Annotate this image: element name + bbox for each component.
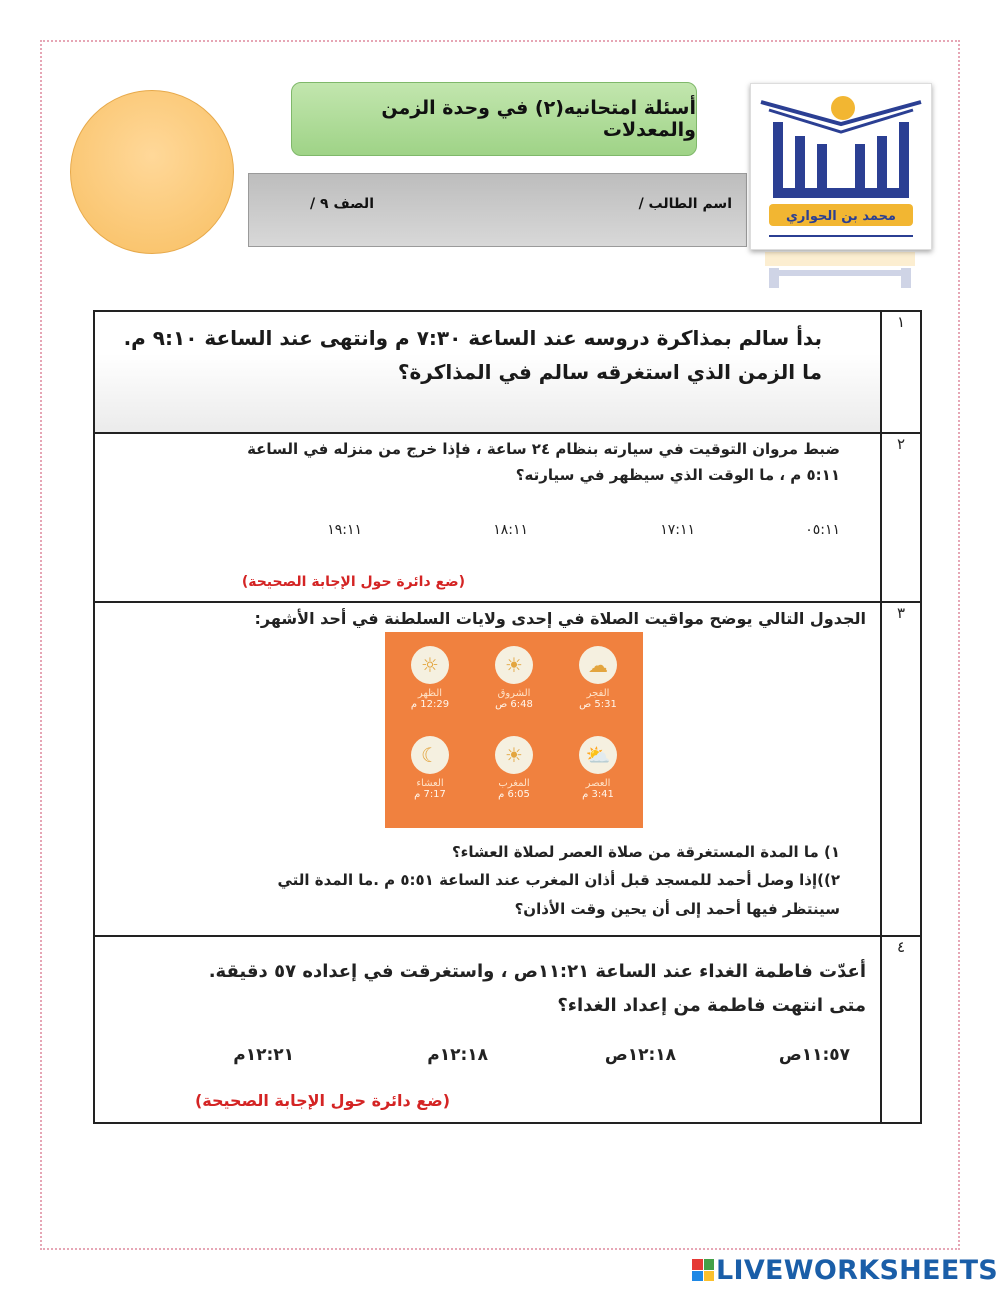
question-number: ١ (881, 311, 921, 433)
prayer-cell: ☾ العشاء 7:17 م (395, 736, 465, 800)
question-4-line-1: أعدّت فاطمة الغداء عند الساعة ١١:٢١ص ، واستغرقت في إعداده ٥٧ دقيقة. (208, 961, 866, 982)
question-number: ٣ (881, 602, 921, 936)
moon-cloud-icon: ☁ (579, 646, 617, 684)
prayer-cell: ⛅ العصر 3:41 م (563, 736, 633, 800)
sub-question-2-line-2: سينتظر فيها أحمد إلى أن يحين وقت الأذان؟ (514, 900, 840, 918)
question-row-2 (94, 433, 921, 602)
question-row-4 (94, 936, 921, 1123)
sun-icon: ☼ (411, 646, 449, 684)
question-1-line-1: بدأ سالم بمذاكرة دروسه عند الساعة ٧:٣٠ م وانتهى عند الساعة ٩:١٠ م. (123, 326, 822, 350)
question-2-line-1: ضبط مروان التوقيت في سيارته بنظام ٢٤ ساعة ، فإذا خرج من منزله في الساعة (247, 440, 840, 458)
circle-instruction: (ضع دائرة حول الإجابة الصحيحة) (194, 1091, 450, 1110)
questions-table (93, 310, 922, 1124)
prayer-cell: ☀ الشروق 6:48 ص (479, 646, 549, 710)
question-3-body (94, 602, 881, 936)
question-number: ٢ (881, 433, 921, 602)
student-name-label: اسم الطالب / (638, 196, 732, 212)
answer-option[interactable]: ١٢:١٨ص (604, 1045, 676, 1065)
student-info-box (248, 173, 747, 247)
question-1-line-2: ما الزمن الذي استغرقه سالم في المذاكرة؟ (397, 360, 822, 384)
logo-reflection (755, 252, 925, 288)
prayer-cell: ☁ الفجر 5:31 ص (563, 646, 633, 710)
question-number: ٤ (881, 936, 921, 1123)
question-2-line-2: ٥:١١ م ، ما الوقت الذي سيظهر في سيارته؟ (515, 466, 840, 484)
answer-option[interactable]: ١١:٥٧ص (778, 1045, 850, 1065)
answer-circle[interactable] (70, 90, 234, 254)
question-2-body (94, 433, 881, 602)
school-logo-icon (751, 84, 931, 249)
school-logo (750, 83, 932, 250)
cloud-sun-icon: ⛅ (579, 736, 617, 774)
liveworksheets-text: LIVEWORKSHEETS (716, 1254, 999, 1286)
prayer-times-panel (385, 632, 643, 828)
prayer-cell: ☀ المغرب 6:05 م (479, 736, 549, 800)
answer-option[interactable]: ١٢:٢١م (233, 1045, 294, 1065)
worksheet-title: أسئلة امتحانيه(٢) في وحدة الزمن والمعدلات (291, 82, 697, 156)
question-row-3 (94, 602, 921, 936)
moon-icon: ☾ (411, 736, 449, 774)
answer-option[interactable]: ١٧:١١ (660, 522, 695, 538)
question-4-line-2: متى انتهت فاطمة من إعداد الغداء؟ (557, 995, 866, 1016)
question-4-body (94, 936, 881, 1123)
answer-option[interactable]: ١٨:١١ (493, 522, 528, 538)
sub-question-2-line-1: ٢))إذا وصل أحمد للمسجد قبل أذان المغرب عند الساعة ٥:٥١ م .ما المدة التي (277, 871, 840, 889)
prayer-cell: ☼ الظهر 12:29 م (395, 646, 465, 710)
grade-label: الصف ٩ / (310, 196, 374, 212)
circle-instruction: (ضع دائرة حول الإجابة الصحيحة) (241, 574, 465, 590)
answer-option[interactable]: ١٩:١١ (327, 522, 362, 538)
svg-text:محمد بن الحواري: محمد بن الحواري (786, 209, 896, 224)
question-1-body (94, 311, 881, 433)
sub-question-1: ١) ما المدة المستغرقة من صلاة العصر لصلاة العشاء؟ (451, 843, 840, 861)
question-row-1 (94, 311, 921, 433)
answer-option[interactable]: ٠٥:١١ (805, 522, 840, 538)
sunrise-icon: ☀ (495, 646, 533, 684)
sunset-icon: ☀ (495, 736, 533, 774)
liveworksheets-logo-icon (692, 1259, 714, 1281)
question-3-intro: الجدول التالي يوضح مواقيت الصلاة في إحدى ولايات السلطنة في أحد الأشهر: (254, 609, 866, 628)
liveworksheets-watermark (692, 1255, 998, 1285)
answer-option[interactable]: ١٢:١٨م (427, 1045, 488, 1065)
